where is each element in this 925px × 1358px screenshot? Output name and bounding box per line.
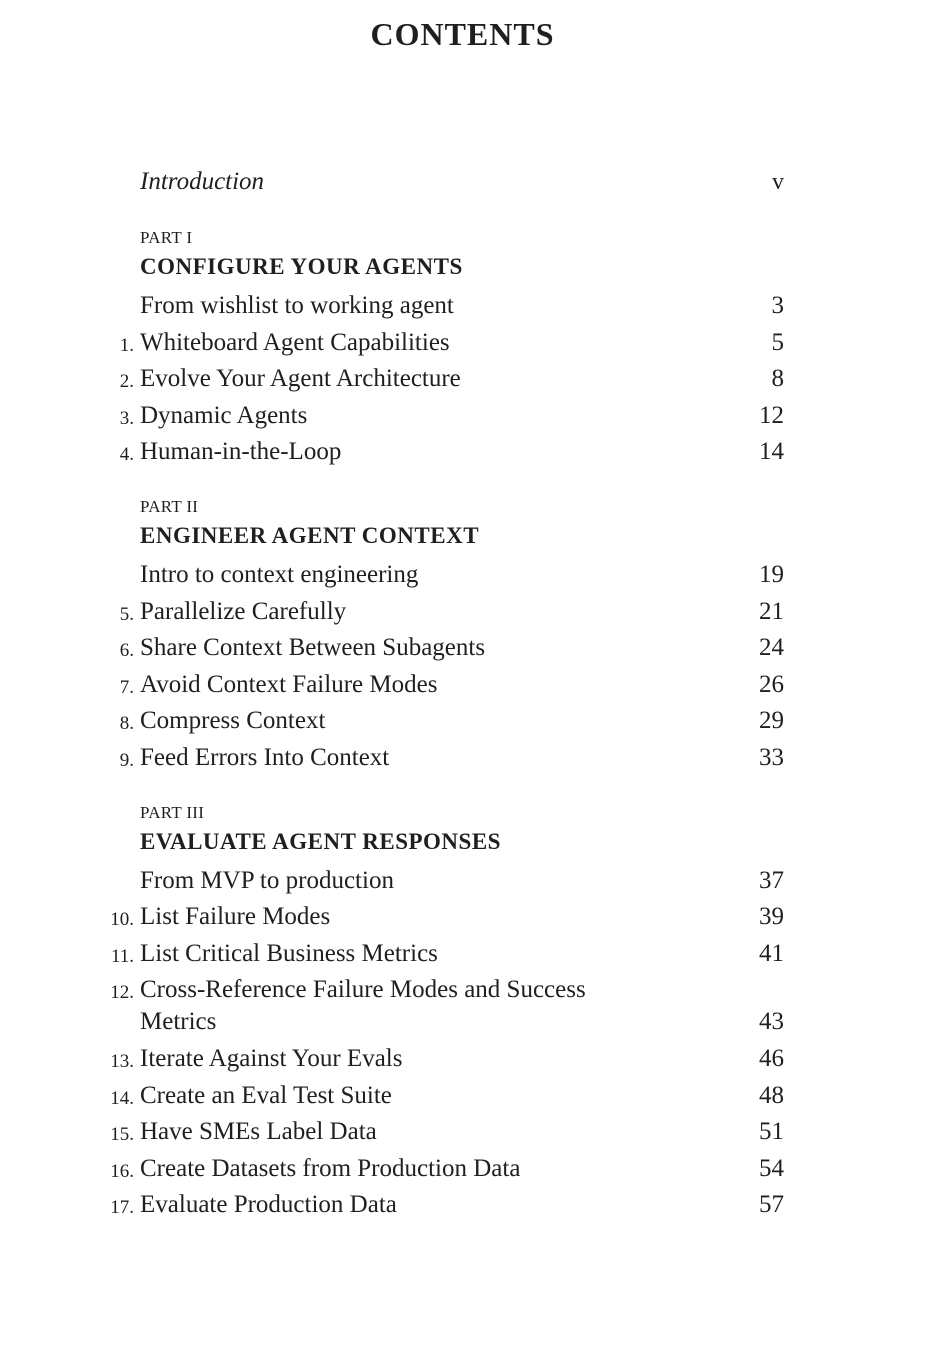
entry-title: Share Context Between Subagents — [140, 634, 486, 662]
entry-page-number: 41 — [759, 939, 784, 967]
entry-page-number: 37 — [759, 866, 784, 894]
entry-number: 16. — [110, 1160, 134, 1182]
entry-number: 2. — [119, 371, 134, 393]
page-title: CONTENTS — [370, 16, 555, 52]
toc-entry[interactable] — [0, 901, 925, 938]
entry-title: List Critical Business Metrics — [140, 939, 438, 967]
entry-number: 1. — [119, 334, 134, 356]
entry-page-number: 21 — [759, 597, 784, 625]
entry-page-number: 48 — [759, 1081, 784, 1109]
entry-page-number: 54 — [759, 1154, 784, 1182]
toc-entry[interactable] — [0, 1153, 925, 1190]
entry-number: 5. — [119, 603, 134, 625]
entry-page-number: 5 — [771, 328, 784, 356]
entry-title: From MVP to production — [140, 866, 394, 894]
entry-title: Avoid Context Failure Modes — [140, 670, 438, 698]
entry-page-number: 24 — [759, 634, 784, 662]
entry-title: Evaluate Production Data — [140, 1191, 397, 1219]
part-label: PART II — [140, 496, 199, 516]
toc-entry[interactable] — [0, 1116, 925, 1153]
toc-entry[interactable] — [0, 669, 925, 706]
entry-number: 17. — [110, 1197, 134, 1219]
entry-page-number: 14 — [759, 438, 784, 466]
part-title: CONFIGURE YOUR AGENTS — [140, 254, 463, 279]
entry-page-number: 39 — [759, 903, 784, 931]
toc-entry[interactable] — [0, 632, 925, 669]
entry-title: List Failure Modes — [140, 903, 331, 931]
entry-title: Evolve Your Agent Architecture — [140, 365, 461, 393]
entry-title: Have SMEs Label Data — [140, 1118, 377, 1146]
part-title: EVALUATE AGENT RESPONSES — [140, 828, 501, 854]
entry-number: 10. — [110, 909, 134, 931]
entry-title: Whiteboard Agent Capabilities — [140, 328, 450, 356]
entry-title: Parallelize Carefully — [140, 597, 347, 625]
toc-entry[interactable] — [0, 436, 925, 473]
table-of-contents — [0, 164, 925, 1226]
part-label: PART I — [140, 228, 193, 247]
part-2 — [0, 495, 925, 779]
entry-page-number: 29 — [759, 707, 784, 735]
entry-page-number: 51 — [759, 1118, 784, 1146]
entry-number: 3. — [119, 407, 134, 429]
toc-entry[interactable] — [0, 363, 925, 400]
entry-page-number: v — [772, 169, 784, 195]
entry-page-number: 8 — [771, 365, 784, 393]
toc-entry[interactable] — [0, 705, 925, 742]
entry-number: 14. — [110, 1087, 134, 1109]
entry-number: 8. — [119, 713, 134, 735]
toc-entry[interactable] — [0, 938, 925, 975]
entry-number: 9. — [119, 749, 134, 771]
entry-title: From wishlist to working agent — [140, 292, 454, 319]
toc-entry[interactable] — [0, 1043, 925, 1080]
entry-title: Intro to context engineering — [140, 560, 419, 588]
entry-number: 12. — [110, 982, 134, 1004]
toc-entry[interactable] — [0, 1080, 925, 1117]
entry-page-number: 46 — [759, 1044, 784, 1072]
entry-number: 13. — [110, 1050, 134, 1072]
entry-number: 4. — [119, 444, 134, 466]
toc-entry[interactable] — [0, 742, 925, 779]
toc-entry[interactable] — [0, 865, 925, 902]
toc-entry[interactable] — [0, 974, 925, 1043]
entry-title: Dynamic Agents — [140, 401, 308, 429]
toc-entry[interactable] — [0, 596, 925, 633]
entry-number: 7. — [119, 676, 134, 698]
toc-entry[interactable] — [0, 400, 925, 437]
toc-entry-introduction[interactable] — [0, 164, 925, 204]
entry-title: Create an Eval Test Suite — [140, 1081, 392, 1109]
entry-page-number: 12 — [759, 401, 784, 429]
entry-title: Compress Context — [140, 707, 326, 735]
toc-entry[interactable] — [0, 290, 925, 327]
part-label: PART III — [140, 802, 205, 822]
entry-page-number: 19 — [759, 560, 784, 588]
entry-page-number: 57 — [759, 1191, 784, 1219]
entry-number: 15. — [110, 1124, 134, 1146]
entry-title: Introduction — [140, 168, 265, 195]
toc-entry[interactable] — [0, 327, 925, 364]
part-title: ENGINEER AGENT CONTEXT — [140, 522, 480, 548]
entry-page-number: 33 — [759, 743, 784, 771]
entry-number: 11. — [110, 945, 134, 967]
entry-page-number: 26 — [759, 670, 784, 698]
entry-title: Feed Errors Into Context — [140, 743, 390, 771]
entry-page-number: 43 — [759, 1008, 784, 1036]
entry-title: Iterate Against Your Evals — [140, 1044, 403, 1072]
entry-title: Cross-Reference Failure Modes and Success Metrics — [140, 976, 586, 1036]
toc-entry[interactable] — [0, 559, 925, 596]
entry-number: 6. — [119, 640, 134, 662]
part-3 — [0, 801, 925, 1226]
entry-title: Create Datasets from Production Data — [140, 1154, 521, 1182]
entry-title: Human-in-the-Loop — [140, 438, 342, 466]
toc-entry[interactable] — [0, 1189, 925, 1226]
entry-page-number: 3 — [771, 292, 784, 319]
part-1 — [0, 226, 925, 473]
